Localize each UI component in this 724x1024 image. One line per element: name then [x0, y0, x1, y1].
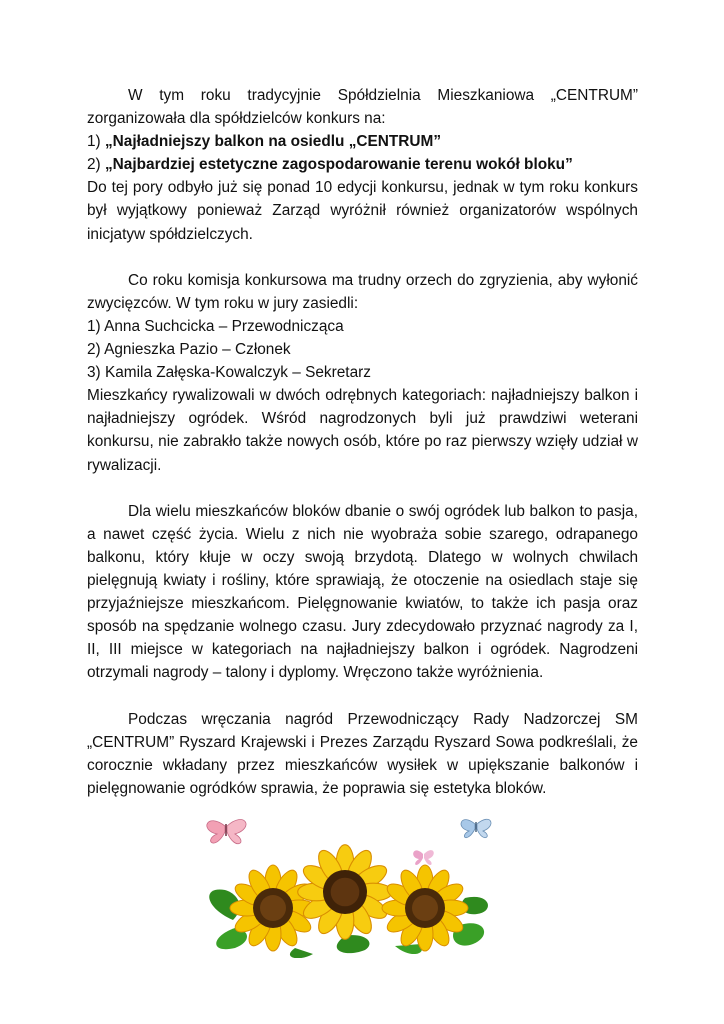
paragraph-1-closing: Do tej pory odbyło już się ponad 10 edycji konkursu, jednak w tym roku konkurs był wyjątkowy ponieważ Zarząd wyróżnił również organizatorów wspólnych inicjatyw spółdzielczych. — [87, 179, 638, 243]
contest-item-2-title: „Najbardziej estetyczne zagospodarowanie terenu wokół bloku” — [104, 156, 573, 174]
paragraph-2-closing: Mieszkańcy rywalizowali w dwóch odrębnych kategoriach: najładniejszy balkon i najładniejszy ogródek. Wśród nagrodzonych byli już prawdziwi weterani konkursu, nie zabrakło także nowych osób, które po raz pierwszy wzięły udział w rywalizacji. — [87, 387, 638, 474]
contest-item-1-number: 1) — [87, 133, 105, 151]
paragraph-2-intro: Co roku komisja konkursowa ma trudny orzech do zgryzienia, aby wyłonić zwycięzców. W tym roku w jury zasiedli: — [87, 271, 638, 312]
jury-member-2: 2) Agnieszka Pazio – Członek — [87, 341, 291, 359]
contest-item-1 — [87, 130, 638, 153]
jury-member-1: 1) Anna Suchcicka – Przewodnicząca — [87, 317, 344, 335]
paragraph-3: Dla wielu mieszkańców bloków dbanie o swój ogródek lub balkon to pasja, a nawet część życia. Wielu z nich nie wyobraża sobie szarego, odrapanego balkonu, który kłuje w oczy swoją brzydotą. Dlatego w wolnych chwilach pielęgnują kwiaty i rośliny, które sprawiają, że otoczenie na osiedlach staje się przyjaźniejsze mieszkańcom. Pielęgnowanie kwiatów, to także ich pasja oraz sposób na spędzanie wolnego czasu. Jury zdecydowało przyznać nagrody za I, II, III miejsce w kategoriach na najładniejszy balkon i ogródek. Nagrodzeni otrzymali nagrody – talony i dyplomy. Wręczono także wyróżnienia. — [87, 502, 638, 682]
contest-item-2 — [87, 153, 638, 176]
jury-member-3: 3) Kamila Załęska-Kowalczyk – Sekretarz — [87, 364, 371, 382]
paragraph-2 — [87, 269, 638, 477]
small-pink-butterfly-icon — [413, 850, 434, 865]
contest-item-1-title: „Najładniejszy balkon na osiedlu „CENTRUM” — [104, 133, 442, 151]
pink-butterfly-icon — [207, 820, 246, 844]
contest-item-2-number: 2) — [87, 156, 105, 174]
paragraph-1-intro: W tym roku tradycyjnie Spółdzielnia Mieszkaniowa „CENTRUM” zorganizowała dla spółdzielców konkurs na: — [87, 87, 638, 128]
paragraph-4: Podczas wręczania nagród Przewodniczący Rady Nadzorczej SM „CENTRUM” Ryszard Krajewski i Prezes Zarządu Ryszard Sowa podkreślali, że corocznie wkładany przez mieszkańców wysiłek w upiększanie balkonów i pielęgnowanie ogródków sprawia, że poprawia się estetyka bloków. — [87, 710, 638, 797]
sunflower-center-icon — [298, 845, 393, 940]
blue-butterfly-icon — [461, 819, 491, 837]
sunflowers-butterflies-icon — [195, 808, 505, 958]
paragraph-1 — [87, 84, 638, 246]
document-page — [87, 84, 638, 800]
